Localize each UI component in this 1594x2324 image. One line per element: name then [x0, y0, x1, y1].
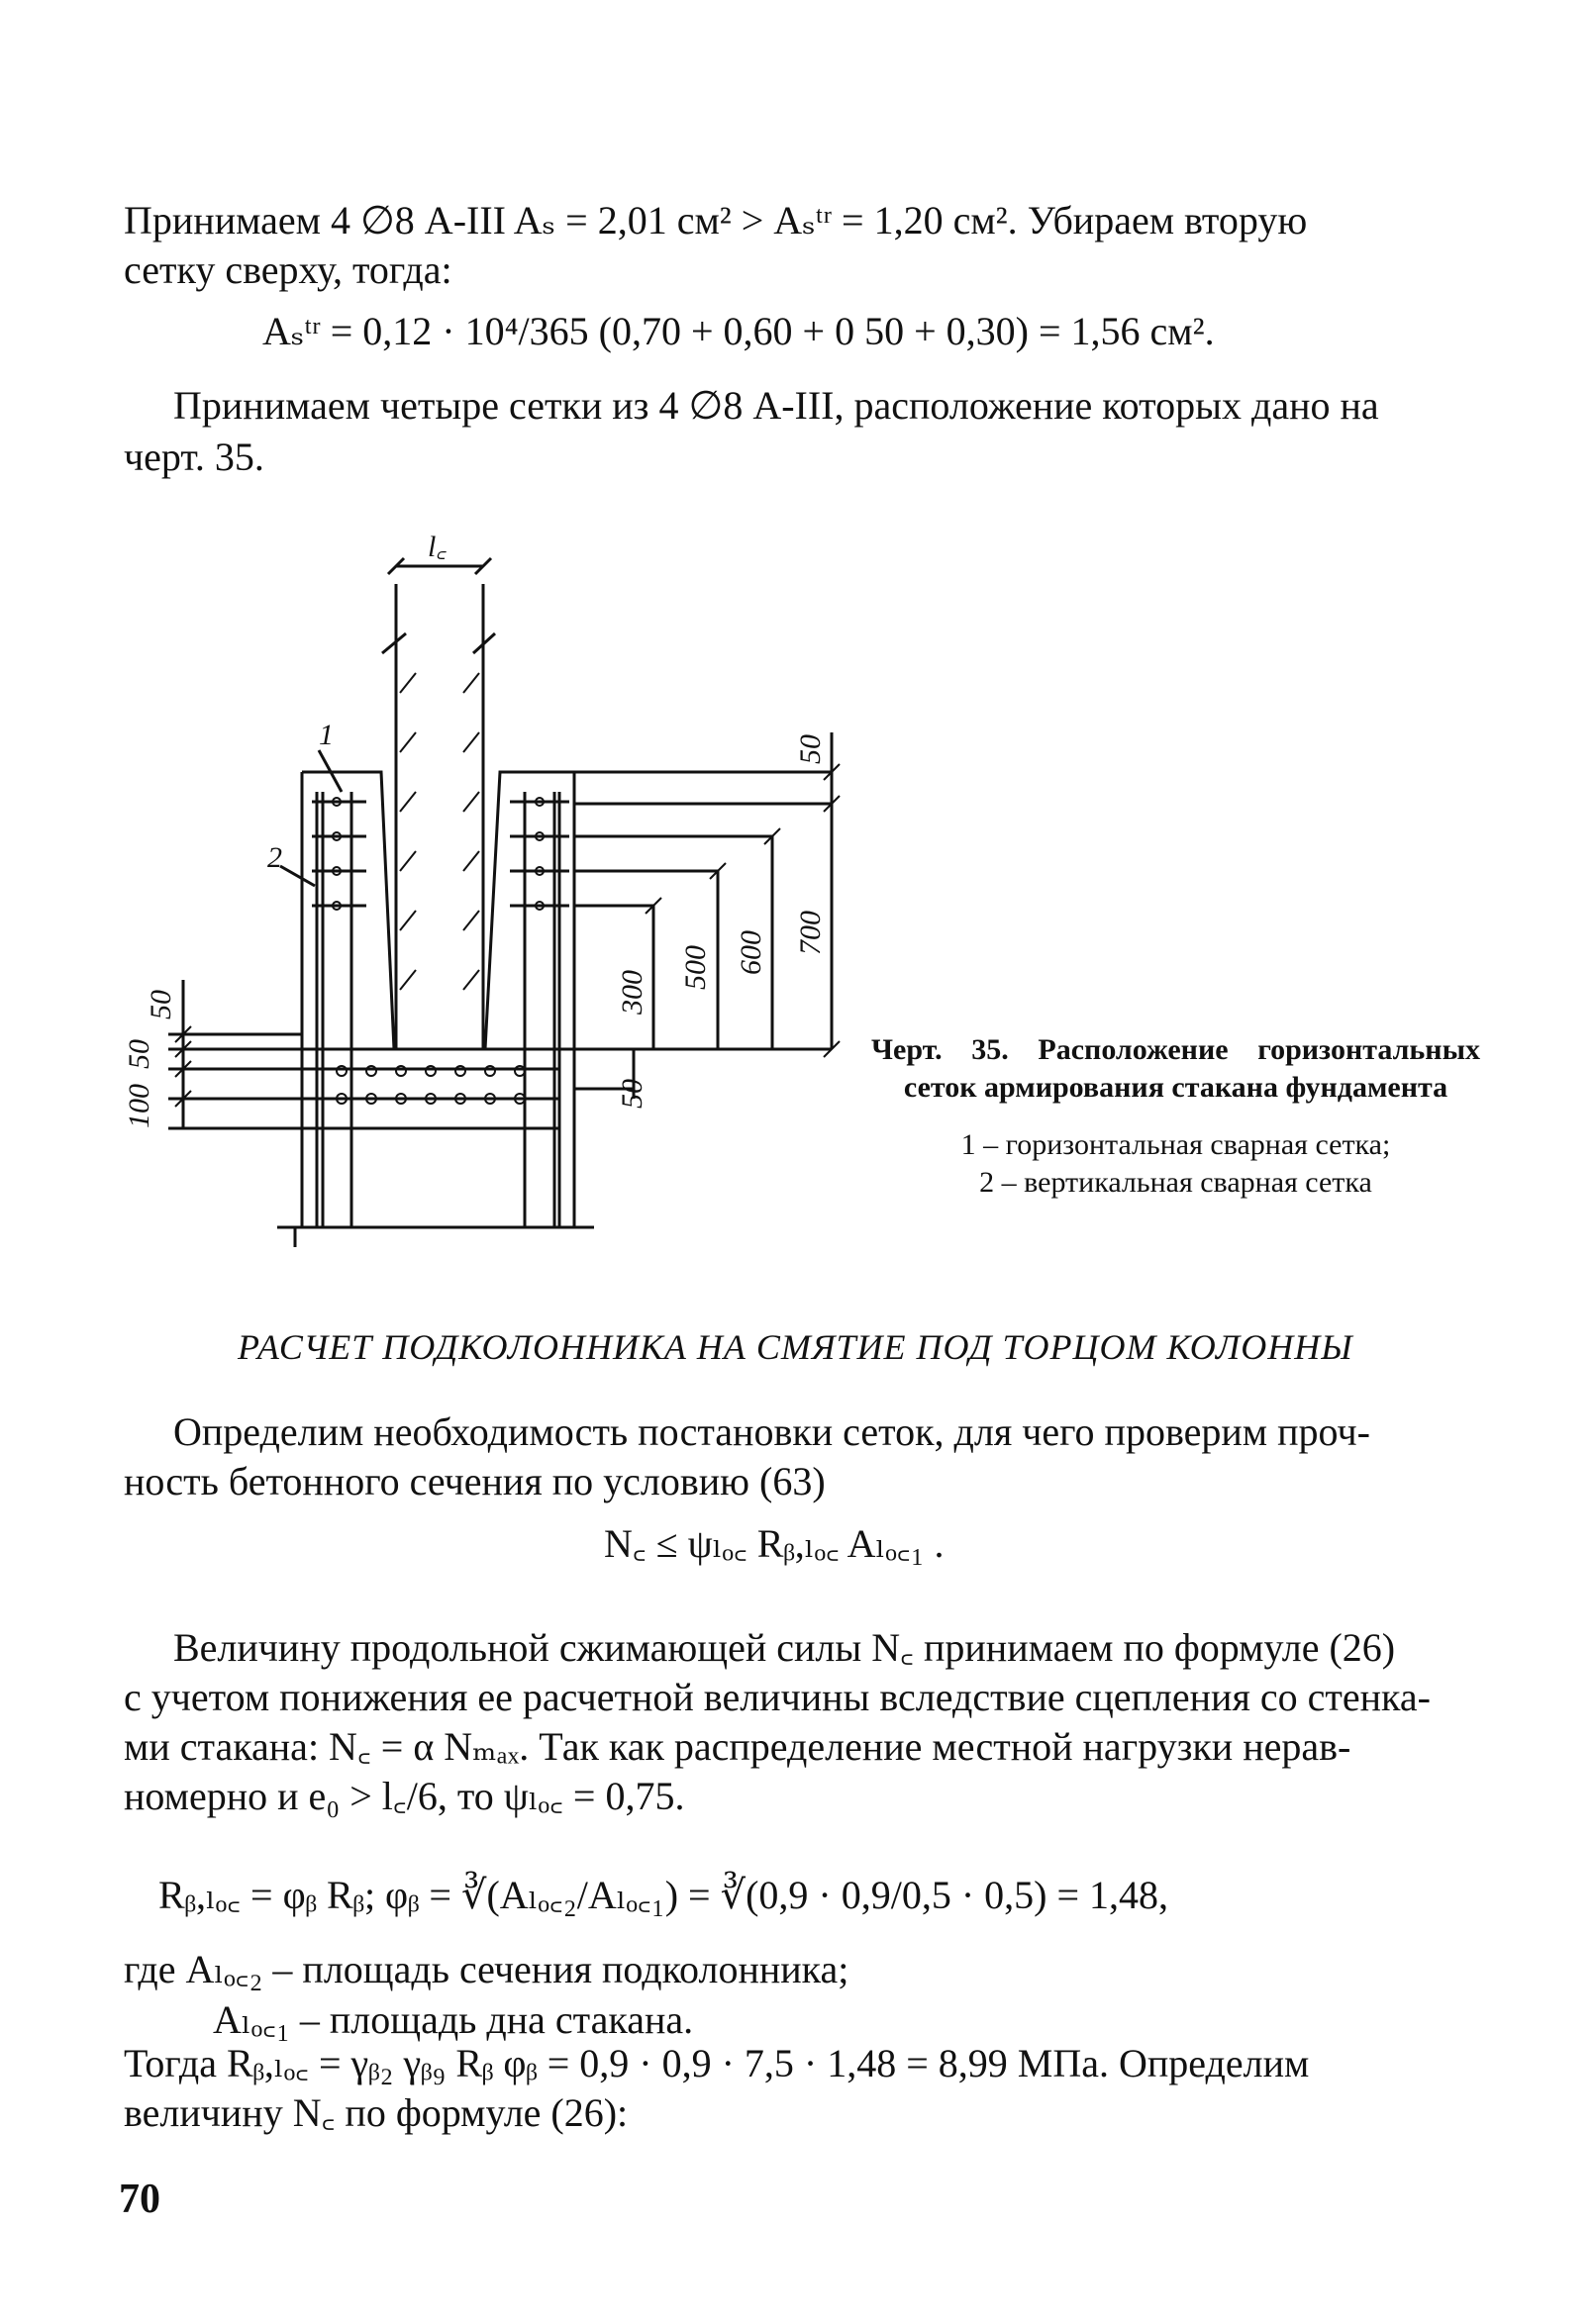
- dim-right-50-bottom: 50: [616, 1079, 648, 1109]
- dim-lc-label: l꜀: [428, 531, 447, 563]
- paragraph-4-line-1: Величину продольной сжимающей силы N꜀ принимаем по формуле (26): [173, 1625, 1396, 1670]
- where-line-1: где Aₗₒ꜀₂ – площадь сечения подколонника;: [124, 1947, 849, 1991]
- figure-label-2: 2: [267, 841, 282, 874]
- paragraph-2-line-1: Принимаем четыре сетки из 4 ∅8 А-III, расположение которых дано на: [173, 383, 1379, 428]
- paragraph-1-line-1: Принимаем 4 ∅8 А-III Aₛ = 2,01 см² > Aₛᵗʳ = 1,20 см². Убираем вторую: [124, 198, 1308, 242]
- caption-title: Черт. 35. Расположение горизонтальных сеток армирования стакана фундамента: [871, 1033, 1480, 1104]
- paragraph-4-line-3: ми стакана: N꜀ = α Nₘₐₓ. Так как распределение местной нагрузки нерав-: [124, 1724, 1351, 1769]
- dim-right-300: 300: [616, 970, 648, 1015]
- legend-item-1: 1 – горизонтальная сварная сетка;: [960, 1128, 1391, 1161]
- dim-right-700: 700: [794, 911, 827, 955]
- where-line-2: Aₗₒ꜀₁ – площадь дна стакана.: [213, 1997, 694, 2042]
- dim-left-50-mid: 50: [123, 1039, 155, 1069]
- paragraph-4-line-4: номерно и e₀ > l꜀/6, то ψₗₒ꜀ = 0,75.: [124, 1774, 685, 1818]
- caption-legend: [871, 1126, 1480, 1202]
- dim-right-50-top: 50: [794, 734, 827, 764]
- dim-right-600: 600: [735, 930, 767, 975]
- paragraph-3-line-1: Определим необходимость постановки сеток, для чего проверим проч-: [173, 1409, 1370, 1454]
- paragraph-1-line-2: сетку сверху, тогда:: [124, 247, 452, 292]
- page-number: 70: [119, 2177, 160, 2222]
- paragraph-5-line-2: величину N꜀ по формуле (26):: [124, 2090, 629, 2135]
- figure-label-1: 1: [319, 719, 334, 751]
- figure-caption: [871, 1031, 1480, 1202]
- paragraph-5-line-1: Тогда Rᵦ,ₗₒ꜀ = γᵦ₂ γᵦ₉ Rᵦ φᵦ = 0,9 · 0,9 · 7,5 · 1,48 = 8,99 МПа. Определим: [124, 2041, 1310, 2085]
- paragraph-4-line-2: с учетом понижения ее расчетной величины вследствие сцепления со стенка-: [124, 1675, 1431, 1719]
- formula-3: Rᵦ,ₗₒ꜀ = φᵦ Rᵦ; φᵦ = ∛(Aₗₒ꜀₂/Aₗₒ꜀₁) = ∛(0,9 · 0,9/0,5 · 0,5) = 1,48,: [158, 1873, 1169, 1917]
- legend-item-2: 2 – вертикальная сварная сетка: [979, 1166, 1372, 1199]
- formula-2: N꜀ ≤ ψₗₒ꜀ Rᵦ,ₗₒ꜀ Aₗₒ꜀₁ .: [604, 1521, 945, 1566]
- dim-right-500: 500: [679, 945, 712, 990]
- dim-left-50-top: 50: [145, 990, 177, 1019]
- paragraph-3-line-2: ность бетонного сечения по условию (63): [124, 1459, 826, 1503]
- section-heading: РАСЧЕТ ПОДКОЛОННИКА НА СМЯТИЕ ПОД ТОРЦОМ КОЛОННЫ: [238, 1327, 1353, 1367]
- dim-left-100: 100: [123, 1084, 155, 1128]
- paragraph-2-line-2: черт. 35.: [124, 435, 264, 479]
- formula-1: Aₛᵗʳ = 0,12 · 10⁴/365 (0,70 + 0,60 + 0 50 + 0,30) = 1,56 см².: [262, 309, 1215, 353]
